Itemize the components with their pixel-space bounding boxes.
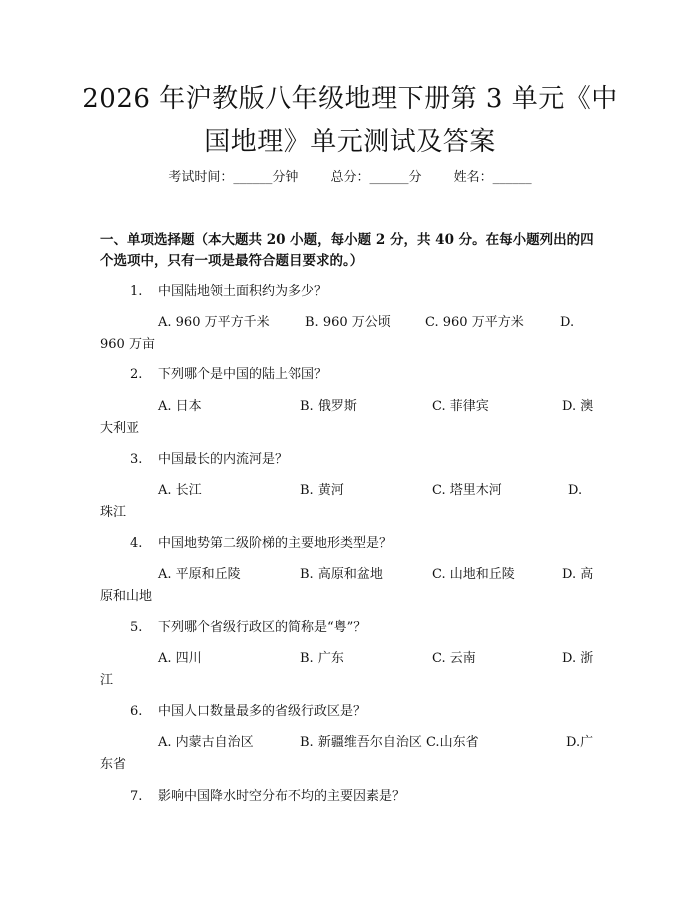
question-1 [130, 282, 327, 302]
section-heading-line-2: 个选项中，只有一项是最符合题目要求的。） [100, 253, 364, 269]
question-number: 1. [130, 284, 143, 299]
option-d: D. 高 [562, 567, 594, 582]
option-a: A. 平原和丘陵 [158, 567, 241, 582]
option-c: C. 塔里木河 [432, 483, 502, 498]
option-d: D. 澳 [562, 399, 594, 414]
option-c: C. 山地和丘陵 [432, 567, 515, 582]
section-heading-line-1: 一、单项选择题（本大题共 20 小题，每小题 2 分，共 40 分。在每小题列出的四 [100, 232, 594, 248]
option-a: A. 长江 [158, 483, 202, 498]
option-a: A. 内蒙古自治区 [158, 735, 254, 750]
option-d: D. 浙 [562, 651, 594, 666]
question-number: 4. [130, 536, 143, 551]
option-d: D.广 [566, 735, 594, 750]
question-number: 6. [130, 704, 143, 719]
question-text: 影响中国降水时空分布不均的主要因素是？ [158, 789, 406, 804]
question-text: 中国最长的内流河是？ [158, 452, 289, 467]
document-title [60, 78, 640, 164]
question-3 [130, 450, 288, 470]
option-d-continued: 原和山地 [100, 589, 153, 604]
question-number: 2. [130, 367, 143, 382]
option-b: B. 俄罗斯 [300, 399, 357, 414]
question-5 [130, 618, 366, 638]
option-c: C. 云南 [432, 651, 476, 666]
option-b: B. 高原和盆地 [300, 567, 383, 582]
option-d: D. [560, 315, 575, 330]
exam-time-field: 考试时间：______分钟 [168, 170, 299, 185]
question-number: 7. [130, 789, 143, 804]
option-a: A. 四川 [158, 651, 202, 666]
title-line-2: 国地理》单元测试及答案 [204, 127, 496, 157]
title-line-1: 2026 年沪教版八年级地理下册第 3 单元《中 [82, 84, 618, 114]
question-text: 中国陆地领土面积约为多少？ [158, 284, 328, 299]
question-2-options [100, 396, 610, 440]
exam-meta [0, 168, 700, 188]
question-text: 下列哪个是中国的陆上邻国？ [158, 367, 328, 382]
option-a: A. 960 万平方千米 [158, 315, 270, 330]
question-6-options [100, 732, 610, 776]
option-d-continued: 珠江 [100, 505, 127, 520]
option-d-continued: 东省 [100, 757, 127, 772]
question-7 [130, 787, 405, 807]
question-1-options [100, 312, 610, 356]
question-number: 5. [130, 620, 143, 635]
question-5-options [100, 648, 610, 692]
option-c: C. 菲律宾 [432, 399, 489, 414]
question-3-options [100, 480, 610, 524]
section-heading [100, 230, 610, 272]
option-d: D. [568, 483, 583, 498]
option-a: A. 日本 [158, 399, 202, 414]
total-score-field: 总分：______分 [330, 170, 422, 185]
option-b-and-c: B. 新疆维吾尔自治区 C.山东省 [300, 735, 479, 750]
student-name-field: 姓名：______ [453, 170, 532, 185]
option-d-continued: 960 万亩 [100, 337, 155, 352]
option-b: B. 960 万公顷 [305, 315, 391, 330]
question-text: 中国地势第二级阶梯的主要地形类型是？ [158, 536, 393, 551]
question-number: 3. [130, 452, 143, 467]
option-b: B. 黄河 [300, 483, 344, 498]
question-2 [130, 365, 327, 385]
question-4-options [100, 564, 610, 608]
option-b: B. 广东 [300, 651, 344, 666]
question-text: 中国人口数量最多的省级行政区是？ [158, 704, 367, 719]
option-d-continued: 江 [100, 673, 114, 688]
option-c: C. 960 万平方米 [425, 315, 524, 330]
question-6 [130, 702, 366, 722]
question-4 [130, 534, 392, 554]
question-text: 下列哪个省级行政区的简称是“粤”？ [158, 620, 367, 635]
option-d-continued: 大利亚 [100, 421, 140, 436]
